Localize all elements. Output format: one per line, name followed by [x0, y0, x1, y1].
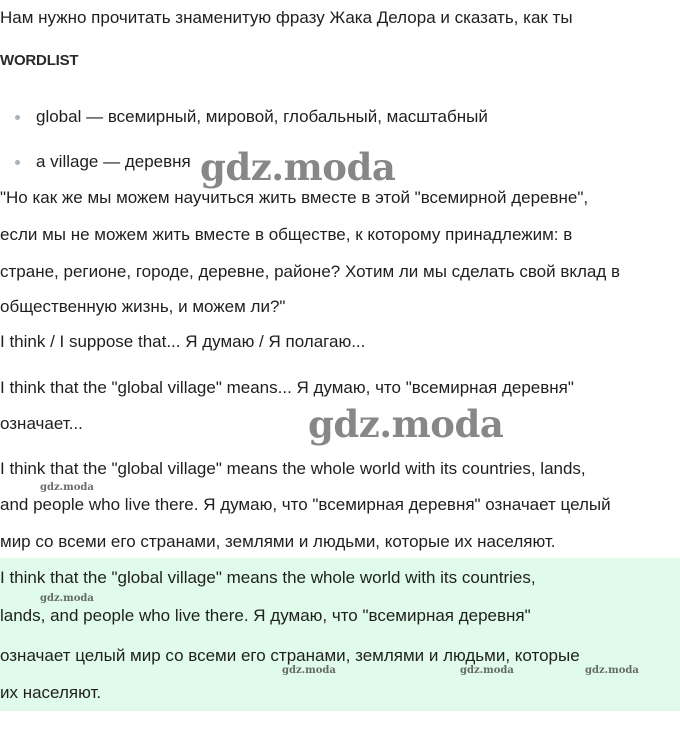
bullet-dot-icon	[15, 160, 20, 165]
example-line: I think that the "global village" means... Я думаю, что "всемирная деревня"	[0, 378, 574, 397]
answer-line: их населяют.	[0, 683, 102, 702]
watermark-logo: gdz.moda	[40, 482, 94, 493]
answer-line: lands, and people who live there. Я думаю, что "всемирная деревня"	[0, 606, 531, 625]
watermark-logo: gdz.moda	[282, 665, 336, 676]
quote-line: "Но как же мы можем научиться жить вместе в этой "всемирной деревне",	[0, 188, 589, 207]
wordlist-item-text: global — всемирный, мировой, глобальный, масштабный	[36, 107, 488, 126]
intro-text: Нам нужно прочитать знаменитую фразу Жака Делора и сказать, как ты	[0, 8, 573, 27]
wordlist-heading: WORDLIST	[0, 52, 79, 69]
answer-line: I think that the "global village" means the whole world with its countries,	[0, 568, 536, 587]
quote-line: стране, регионе, городе, деревне, районе? Хотим ли мы сделать свой вклад в	[0, 262, 621, 281]
quote-line: общественную жизнь, и можем ли?"	[0, 297, 286, 316]
answer-line: означает целый мир со всеми его странами, землями и людьми, которые	[0, 646, 580, 665]
watermark-logo: gdz.moda	[585, 665, 639, 676]
watermark-logo: gdz.moda	[200, 145, 396, 189]
watermark-logo: gdz.moda	[40, 593, 94, 604]
watermark-logo: gdz.moda	[308, 402, 504, 446]
quote-line: если мы не можем жить вместе в обществе, к которому принадлежим: в	[0, 225, 573, 244]
example-line: I think that the "global village" means the whole world with its countries, lands,	[0, 459, 586, 478]
example-line: означает...	[0, 414, 83, 433]
phrase-line: I think / I suppose that... Я думаю / Я полагаю...	[0, 332, 366, 351]
bullet-dot-icon	[15, 115, 20, 120]
watermark-logo: gdz.moda	[460, 665, 514, 676]
wordlist-item-text: a village — деревня	[36, 152, 191, 171]
example-line: мир со всеми его странами, землями и людьми, которые их населяют.	[0, 532, 556, 551]
example-line: and people who live there. Я думаю, что "всемирная деревня" означает целый	[0, 495, 611, 514]
